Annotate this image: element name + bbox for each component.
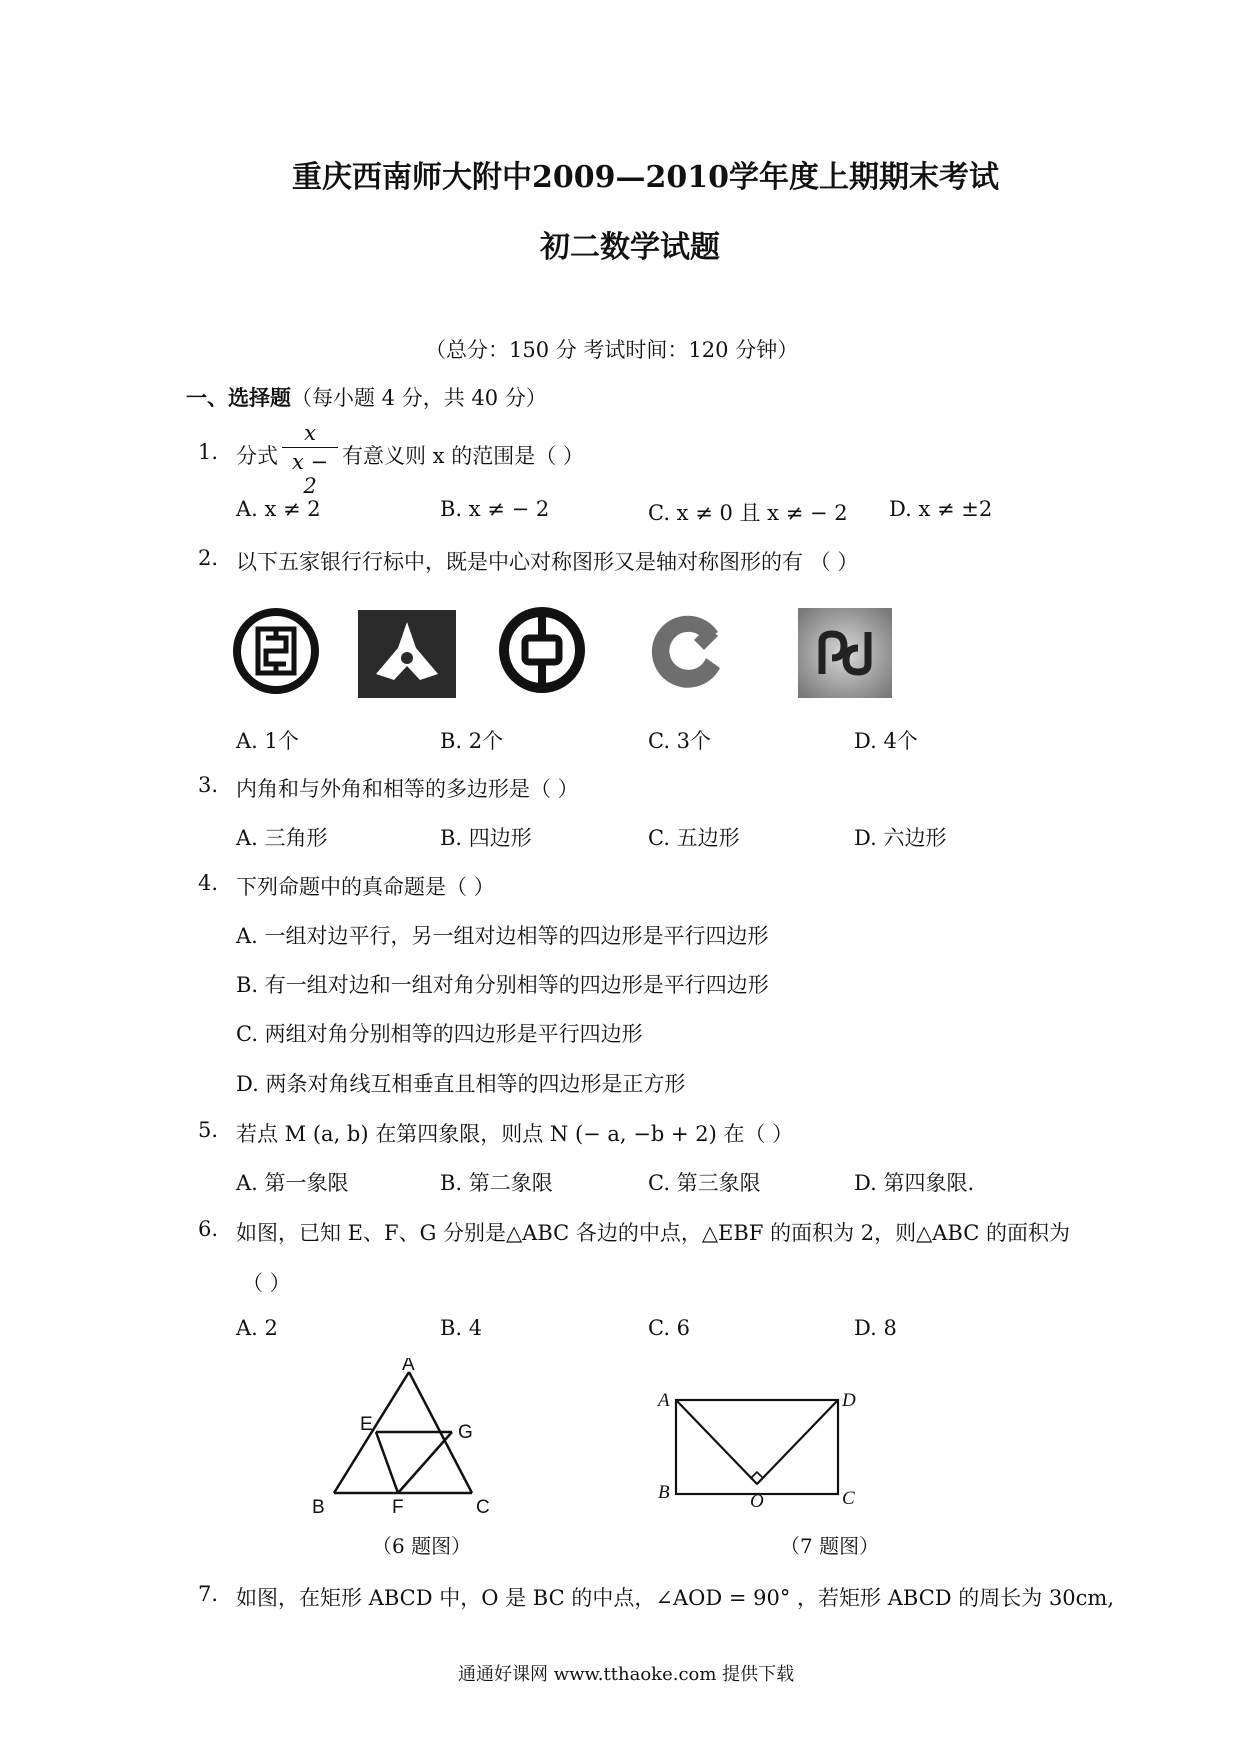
q3-option-a: A. 三角形 [236,826,328,850]
q2-option-c: C. 3个 [648,729,712,753]
q7-number: 7. [198,1582,219,1606]
figure-7-rectangle [650,1380,870,1510]
q6-text-cont: （ ） [242,1271,291,1295]
sdb-logo-icon [798,608,892,698]
label-d: D [842,1390,856,1411]
exam-info: （总分：150 分 考试时间：120 分钟） [425,338,799,362]
label-a: A [658,1390,670,1411]
section-note: （每小题 4 分，共 40 分） [291,386,547,410]
q5-option-b: B. 第二象限 [440,1171,553,1195]
q1-option-c: C. x ≠ 0 且 x ≠ − 2 [648,501,848,525]
label-b: B [658,1482,670,1503]
q6-option-a: A. 2 [236,1316,278,1340]
q4-option-d: D. 两条对角线互相垂直且相等的四边形是正方形 [236,1072,686,1096]
q4-option-c: C. 两组对角分别相等的四边形是平行四边形 [236,1022,643,1046]
q4-text: 下列命题中的真命题是（ ） [236,875,495,899]
icbc-logo-icon [232,607,320,695]
q6-text: 如图，已知 E、F、G 分别是△ABC 各边的中点，△EBF 的面积为 2，则△ABC 的面积为 [236,1221,1070,1245]
label-a: A [402,1358,415,1375]
segment-ef [376,1432,398,1493]
q1-number: 1. [198,440,219,464]
q1-fraction [282,421,338,498]
q5-number: 5. [198,1118,219,1142]
q1-pre: 分式 [236,444,278,468]
label-f: F [392,1497,404,1518]
q6-option-d: D. 8 [854,1316,897,1340]
ccb-logo-icon [648,606,736,694]
q3-text: 内角和与外角和相等的多边形是（ ） [236,777,579,801]
label-c: C [476,1497,490,1518]
q2-option-a: A. 1个 [236,729,299,753]
segment-do [757,1400,838,1484]
label-e: E [360,1414,373,1435]
q5-text: 若点 M (a, b) 在第四象限，则点 N (− a, −b + 2) 在（ ） [236,1122,794,1146]
q4-option-a: A. 一组对边平行，另一组对边相等的四边形是平行四边形 [236,924,769,948]
cmb-logo-icon [358,610,456,698]
label-c: C [842,1488,855,1509]
q5-option-d: D. 第四象限. [854,1171,975,1195]
q1-option-d: D. x ≠ ±2 [889,497,993,521]
label-g: G [458,1422,473,1443]
q3-option-c: C. 五边形 [648,826,740,850]
q1-option-b: B. x ≠ − 2 [440,497,550,521]
boc-logo-icon [498,606,586,694]
label-o: O [750,1491,764,1510]
q5-option-c: C. 第三象限 [648,1171,761,1195]
q1-denominator: x − 2 [282,447,338,498]
page-title: 重庆西南师大附中2009—2010学年度上期期末考试 [292,160,999,195]
section-label: 一、选择题 [186,385,291,410]
figure-7-caption: （7 题图） [780,1534,880,1558]
q6-option-c: C. 6 [648,1316,691,1340]
q6-option-b: B. 4 [440,1316,483,1340]
q2-option-d: D. 4个 [854,729,918,753]
figure-6-triangle [300,1358,500,1518]
figure-6-caption: （6 题图） [372,1534,472,1558]
q1-numerator: x [304,421,316,445]
page-subtitle: 初二数学试题 [540,230,720,265]
q3-option-b: B. 四边形 [440,826,532,850]
q7-text: 如图，在矩形 ABCD 中，O 是 BC 的中点，∠AOD = 90° ，若矩形 ABCD 的周长为 30cm, [236,1586,1115,1610]
q4-number: 4. [198,871,219,895]
footer-text: 通通好课网 www.tthaoke.com 提供下载 [458,1664,795,1685]
label-b: B [312,1497,325,1518]
section-heading [186,382,547,412]
q2-number: 2. [198,546,219,570]
q3-number: 3. [198,773,219,797]
q3-option-d: D. 六边形 [854,826,947,850]
rect-abcd [676,1400,838,1494]
q6-number: 6. [198,1217,219,1241]
q5-option-a: A. 第一象限 [236,1171,349,1195]
q2-option-b: B. 2个 [440,729,504,753]
q1-post: 有意义则 x 的范围是（ ） [342,444,584,468]
q4-option-b: B. 有一组对边和一组对角分别相等的四边形是平行四边形 [236,973,769,997]
right-angle-mark [751,1472,763,1484]
segment-ao [676,1400,757,1484]
segment-fg [398,1432,452,1493]
q1-option-a: A. x ≠ 2 [236,497,321,521]
q2-text: 以下五家银行行标中，既是中心对称图形又是轴对称图形的有 （ ） [236,550,859,574]
